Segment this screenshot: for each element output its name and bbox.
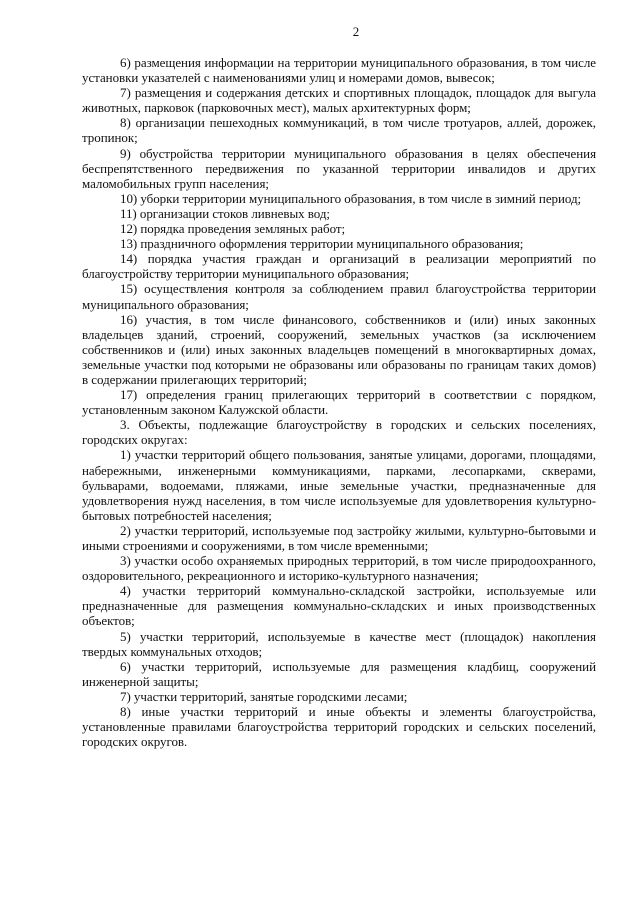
paragraph-item-11-stormwater: 11) организации стоков ливневых вод; — [120, 205, 330, 221]
paragraph-item-10-cleaning: 10) уборки территории муниципального образования, в том числе в зимний период; — [120, 190, 582, 206]
paragraph-section-3-heading: 3. Объекты, подлежащие благоустройству в городских и сельских поселениях, городских округах: — [82, 417, 596, 448]
paragraph-item-14-participation: 14) порядка участия граждан и организаций в реализации мероприятий по благоустройству территории муниципального образования; — [82, 251, 596, 282]
document-body — [82, 55, 596, 749]
paragraph-item-15-control: 15) осуществления контроля за соблюдением правил благоустройства территории муниципального образования; — [82, 281, 596, 312]
paragraph-item-12-earthworks: 12) порядка проведения земляных работ; — [120, 221, 346, 237]
paragraph-item-16-owners: 16) участия, в том числе финансового, собственников и (или) иных законных владельцев зданий, строений, сооружений, земельных участков (за исключением собственников и (или) иных законных владельцев помещений в многоквартирных домах, земельные участки под которыми не образованы или образованы по границам таких домов) в содержании прилегающих территорий; — [82, 311, 596, 387]
paragraph-object-6-cemeteries: 6) участки территорий, используемые для размещения кладбищ, сооружений инженерной защиты; — [82, 658, 596, 689]
paragraph-object-4-utility: 4) участки территорий коммунально-складской застройки, используемые или предназначенные для размещения коммунально-складских и иных производственных объектов; — [82, 583, 596, 629]
paragraph-object-7-forests: 7) участки территорий, занятые городскими лесами; — [120, 688, 408, 704]
paragraph-item-6-info-placement: 6) размещения информации на территории муниципального образования, в том числе установки указателей с наименованиями улиц и номерами домов, вывесок; — [82, 55, 596, 86]
page-number: 2 — [352, 24, 360, 39]
paragraph-item-9-accessibility: 9) обустройства территории муниципального образования в целях обеспечения беспрепятственного передвижения по указанной территории инвалидов и других маломобильных групп населения; — [82, 145, 596, 191]
paragraph-object-3-protected: 3) участки особо охраняемых природных территорий, в том числе природоохранного, оздоровительного, рекреационного и историко-культурного назначения; — [82, 553, 596, 584]
paragraph-object-5-waste: 5) участки территорий, используемые в качестве мест (площадок) накопления твердых коммунальных отходов; — [82, 628, 596, 659]
paragraph-object-8-other: 8) иные участки территорий и иные объекты и элементы благоустройства, установленные правилами благоустройства территорий городских и сельских поселений, городских округов. — [82, 704, 596, 750]
paragraph-object-2-development: 2) участки территорий, используемые под застройку жилыми, культурно-бытовыми и иными строениями и сооружениями, в том числе временными; — [82, 522, 596, 553]
paragraph-item-17-boundaries: 17) определения границ прилегающих территорий в соответствии с порядком, установленным законом Калужской области. — [82, 387, 596, 418]
paragraph-object-1-public-areas: 1) участки территорий общего пользования, занятые улицами, дорогами, площадями, набережными, инженерными коммуникациями, парками, лесопарками, скверами, бульварами, водоемами, пляжами, иные земельные участки, предназначенные для удовлетворения нужд населения, в том числе используемые для удовлетворения культурно-бытовых потребностей населения; — [82, 447, 596, 523]
paragraph-item-7-playgrounds: 7) размещения и содержания детских и спортивных площадок, площадок для выгула животных, парковок (парковочных мест), малых архитектурных форм; — [82, 85, 596, 116]
paragraph-item-8-pedestrian: 8) организации пешеходных коммуникаций, в том числе тротуаров, аллей, дорожек, тропинок; — [82, 115, 596, 146]
paragraph-item-13-festive: 13) праздничного оформления территории муниципального образования; — [120, 236, 524, 252]
